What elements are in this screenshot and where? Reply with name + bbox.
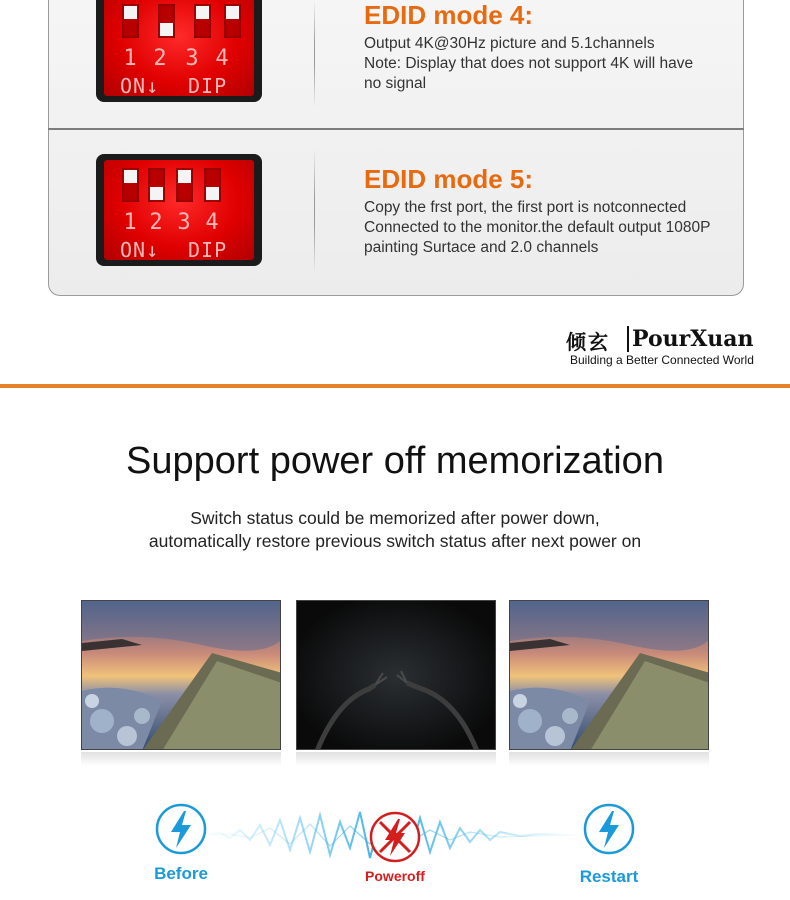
status-label-restart: Restart: [579, 867, 639, 886]
section-subtitle-line-1: Switch status could be memorized after power down,: [190, 508, 600, 528]
status-label-poweroff: Poweroff: [365, 868, 425, 884]
dip-switch-mode-5: [96, 154, 262, 266]
description-line: painting Surtace and 2.0 channels: [364, 239, 599, 256]
section-divider: [0, 384, 790, 388]
edid-mode-4-description: [364, 34, 744, 94]
screen-before-image: [81, 600, 281, 750]
edid-mode-4-title: EDID mode 4:: [364, 0, 534, 30]
logo-chinese-text: 倾玄: [566, 330, 610, 354]
dip-on-label: ON↓: [120, 238, 160, 262]
dip-number: 4: [215, 46, 229, 71]
dip-number: 4: [205, 210, 219, 235]
description-line: Note: Display that does not support 4K will have: [364, 55, 694, 72]
screen-shadow: [81, 752, 281, 766]
description-line: Connected to the monitor.the default output 1080P: [364, 219, 711, 236]
edid-divider: [48, 128, 744, 130]
dip-number: 2: [149, 210, 163, 235]
lightning-icon: [154, 802, 208, 856]
logo-tagline: Building a Better Connected World: [570, 353, 754, 367]
dip-on-label: ON↓: [120, 74, 160, 98]
brand-logo: [566, 324, 766, 368]
dip-number: 1: [123, 210, 137, 235]
dip-switch-mode-4: [96, 0, 262, 102]
screen-shadow: [296, 752, 496, 766]
dip-number: 3: [177, 210, 191, 235]
description-line: Output 4K@30Hz picture and 5.1channels: [364, 35, 655, 52]
screen-restart-image: [509, 600, 709, 750]
logo-divider: [627, 326, 629, 352]
description-line: no signal: [364, 75, 427, 92]
dip-number: 3: [185, 46, 199, 71]
section-title: Support power off memorization: [126, 440, 664, 482]
section-subtitle-line-2: automatically restore previous switch status after next power on: [148, 531, 642, 551]
edid-mode-5-description: [364, 198, 744, 258]
dip-number: 1: [123, 46, 137, 71]
screen-poweroff-image: [296, 600, 496, 750]
edid-mode-5-title: EDID mode 5:: [364, 164, 534, 194]
logo-brand-text: PourXuan: [632, 326, 754, 352]
dip-number: 2: [153, 46, 167, 71]
lightning-icon: [582, 802, 636, 856]
edid-column-separator: [314, 0, 315, 108]
edid-column-separator: [314, 148, 315, 274]
dip-label: DIP: [188, 238, 228, 262]
power-off-icon: [368, 810, 422, 864]
description-line: Copy the frst port, the first port is notconnected: [364, 199, 687, 216]
screen-shadow: [509, 752, 709, 766]
dip-label: DIP: [188, 74, 228, 98]
status-label-before: Before: [154, 864, 208, 883]
